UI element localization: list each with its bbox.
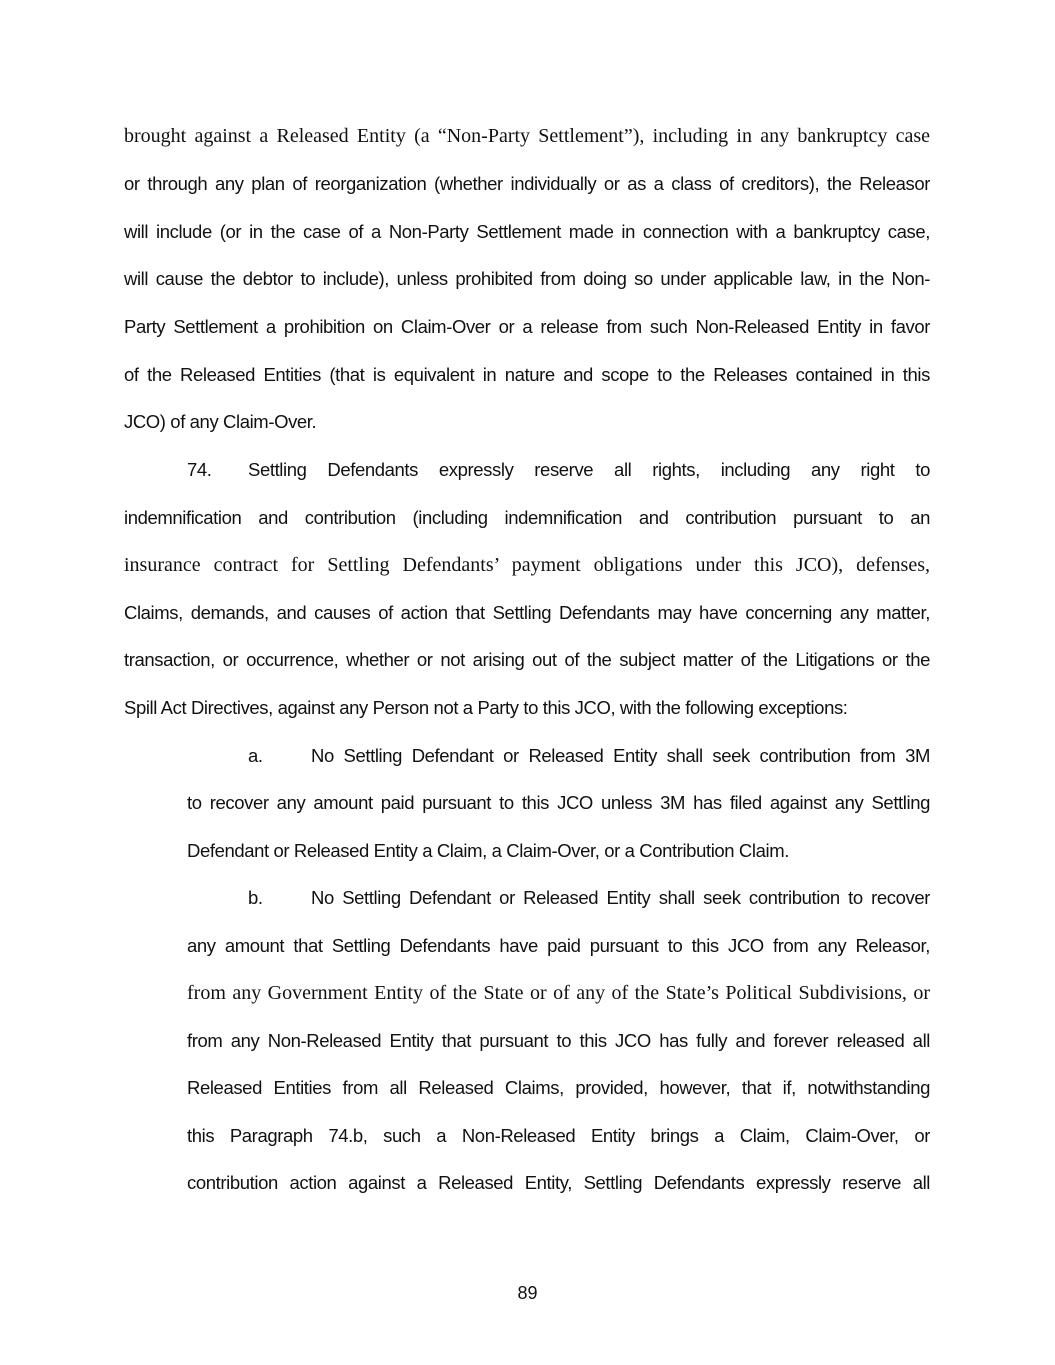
body-text-line: this Paragraph 74.b, such a Non-Released Entity brings a Claim, Claim-Over, or: [187, 1125, 930, 1146]
body-text-line: from any Government Entity of the State or of any of the State’s Political Subdivisions, or: [187, 982, 930, 1004]
body-text-line: any amount that Settling Defendants have paid pursuant to this JCO from any Releasor,: [187, 935, 930, 956]
body-text-line: No Settling Defendant or Released Entity shall seek contribution to recover: [311, 887, 930, 908]
body-text-line: JCO) of any Claim-Over.: [124, 411, 317, 432]
body-text-line: Party Settlement a prohibition on Claim-Over or a release from such Non-Released Entity in favor: [124, 316, 930, 337]
body-text-line: will include (or in the case of a Non-Party Settlement made in connection with a bankruptcy case,: [124, 221, 930, 242]
body-text-line: Claims, demands, and causes of action that Settling Defendants may have concerning any matter,: [124, 602, 930, 623]
body-text-line: to recover any amount paid pursuant to this JCO unless 3M has filed against any Settling: [187, 792, 930, 813]
body-text-line: insurance contract for Settling Defendants’ payment obligations under this JCO), defenses,: [124, 554, 930, 576]
body-text-line: will cause the debtor to include), unless prohibited from doing so under applicable law, in the Non-: [124, 268, 930, 289]
page-number: 89: [517, 1283, 538, 1303]
body-text-line: transaction, or occurrence, whether or not arising out of the subject matter of the Litigations or the: [124, 649, 930, 670]
body-text-line: Spill Act Directives, against any Person not a Party to this JCO, with the following exceptions:: [124, 697, 848, 718]
body-text-line: contribution action against a Released Entity, Settling Defendants expressly reserve all: [187, 1172, 930, 1193]
body-text-line: Released Entities from all Released Claims, provided, however, that if, notwithstanding: [187, 1077, 930, 1098]
paragraph-number: 74.: [187, 459, 212, 480]
body-text-line: indemnification and contribution (including indemnification and contribution pursuant to an: [124, 507, 930, 528]
subparagraph-label: a.: [248, 745, 263, 766]
subparagraph-label: b.: [248, 887, 263, 908]
body-text-line: Defendant or Released Entity a Claim, a Claim-Over, or a Contribution Claim.: [187, 840, 789, 861]
body-text-line: brought against a Released Entity (a “Non-Party Settlement”), including in any bankruptcy case: [124, 125, 930, 147]
body-text-line: from any Non-Released Entity that pursuant to this JCO has fully and forever released all: [187, 1030, 930, 1051]
body-text-line: of the Released Entities (that is equivalent in nature and scope to the Releases contained in this: [124, 364, 930, 385]
body-text-line: No Settling Defendant or Released Entity shall seek contribution from 3M: [311, 745, 930, 766]
body-text-line: or through any plan of reorganization (whether individually or as a class of creditors), the Releasor: [124, 173, 930, 194]
body-text-line: Settling Defendants expressly reserve all rights, including any right to: [248, 459, 930, 480]
